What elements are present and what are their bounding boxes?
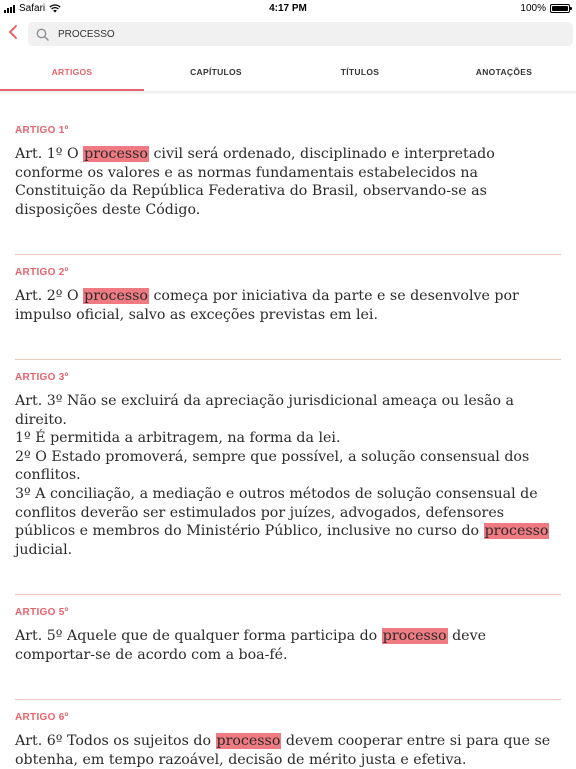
article-line: Art. 6º Todos os sujeitos do processo devem cooperar entre si para que se (15, 733, 551, 749)
article-line: 1º É permitida a arbitragem, na forma da lei. (15, 430, 341, 447)
battery-icon (550, 4, 570, 13)
battery-percent: 100% (520, 3, 546, 14)
article-line: conforme os valores e as normas fundamentais estabelecidos na (15, 164, 479, 181)
article-line: comportar-se de acordo com a boa-fé. (15, 646, 288, 663)
search-input[interactable] (58, 24, 558, 44)
search-bar (0, 18, 576, 50)
search-highlight: processo (216, 733, 281, 749)
article-text (15, 627, 561, 664)
search-icon (36, 28, 49, 41)
article-heading: ARTIGO 2º (15, 267, 69, 278)
article-heading: ARTIGO 6º (15, 712, 69, 723)
search-highlight: processo (84, 288, 148, 304)
article-line: Art. 3º Não se excluirá da apreciação jurisdicional ameaça ou lesão a (15, 393, 515, 409)
article-line: direito. (15, 411, 67, 428)
article-item[interactable] (15, 125, 561, 219)
article-line: disposições deste Código. (15, 201, 201, 218)
article-line: públicos e membros do Ministério Público, inclusive no curso do processo (15, 523, 549, 540)
search-highlight: processo (382, 628, 447, 644)
article-line: Art. 1º O processo civil será ordenado, disciplinado e interpretado (15, 146, 495, 162)
back-button[interactable] (7, 24, 25, 42)
tab-anotacoes[interactable]: ANOTAÇÕES (475, 67, 533, 77)
article-item[interactable] (15, 712, 561, 769)
article-text (15, 145, 561, 219)
article-divider (15, 699, 561, 700)
article-heading: ARTIGO 5º (15, 607, 69, 618)
article-line: conflitos. (15, 467, 81, 484)
article-line: obtenha, em tempo razoável, decisão de mérito justa e efetiva. (15, 751, 467, 768)
tab-bar-shadow (0, 91, 576, 95)
tab-bar (0, 58, 576, 91)
article-line: 3º A conciliação, a mediação e outros métodos de solução consensual de (15, 485, 538, 502)
article-divider (15, 359, 561, 360)
article-line: judicial. (15, 541, 73, 558)
article-text (15, 732, 561, 769)
article-line: Art. 2º O processo começa por iniciativa da parte e se desenvolve por (15, 288, 519, 304)
carrier-label: Safari (19, 3, 46, 14)
article-divider (15, 594, 561, 595)
tab-capitulos[interactable]: CAPÍTULOS (190, 67, 242, 77)
article-line: impulso oficial, salvo as exceções previstas em lei. (15, 306, 378, 323)
article-line: Art. 5º Aquele que de qualquer forma participa do processo deve (15, 628, 486, 644)
chevron-left-icon (7, 24, 19, 40)
tab-titulos[interactable]: TÍTULOS (340, 67, 380, 77)
search-highlight: processo (484, 523, 549, 540)
article-text (15, 392, 561, 559)
article-item[interactable] (15, 372, 561, 559)
tab-artigos[interactable]: ARTIGOS (51, 67, 93, 77)
search-field[interactable] (28, 22, 573, 46)
article-text (15, 287, 561, 324)
article-line: conflitos deverão ser estimulados por juízes, advogados, defensores (15, 504, 504, 521)
search-highlight: processo (84, 146, 148, 162)
article-line: 2º O Estado promoverá, sempre que possível, a solução consensual dos (15, 448, 530, 465)
article-divider (15, 254, 561, 255)
status-bar (0, 0, 576, 18)
article-line: Constituição da República Federativa do Brasil, observando-se as (15, 183, 487, 200)
article-item[interactable] (15, 267, 561, 324)
article-heading: ARTIGO 1º (15, 125, 69, 136)
status-right (520, 3, 570, 14)
status-time: 4:17 PM (269, 3, 307, 14)
article-heading: ARTIGO 3º (15, 372, 69, 383)
article-item[interactable] (15, 607, 561, 664)
